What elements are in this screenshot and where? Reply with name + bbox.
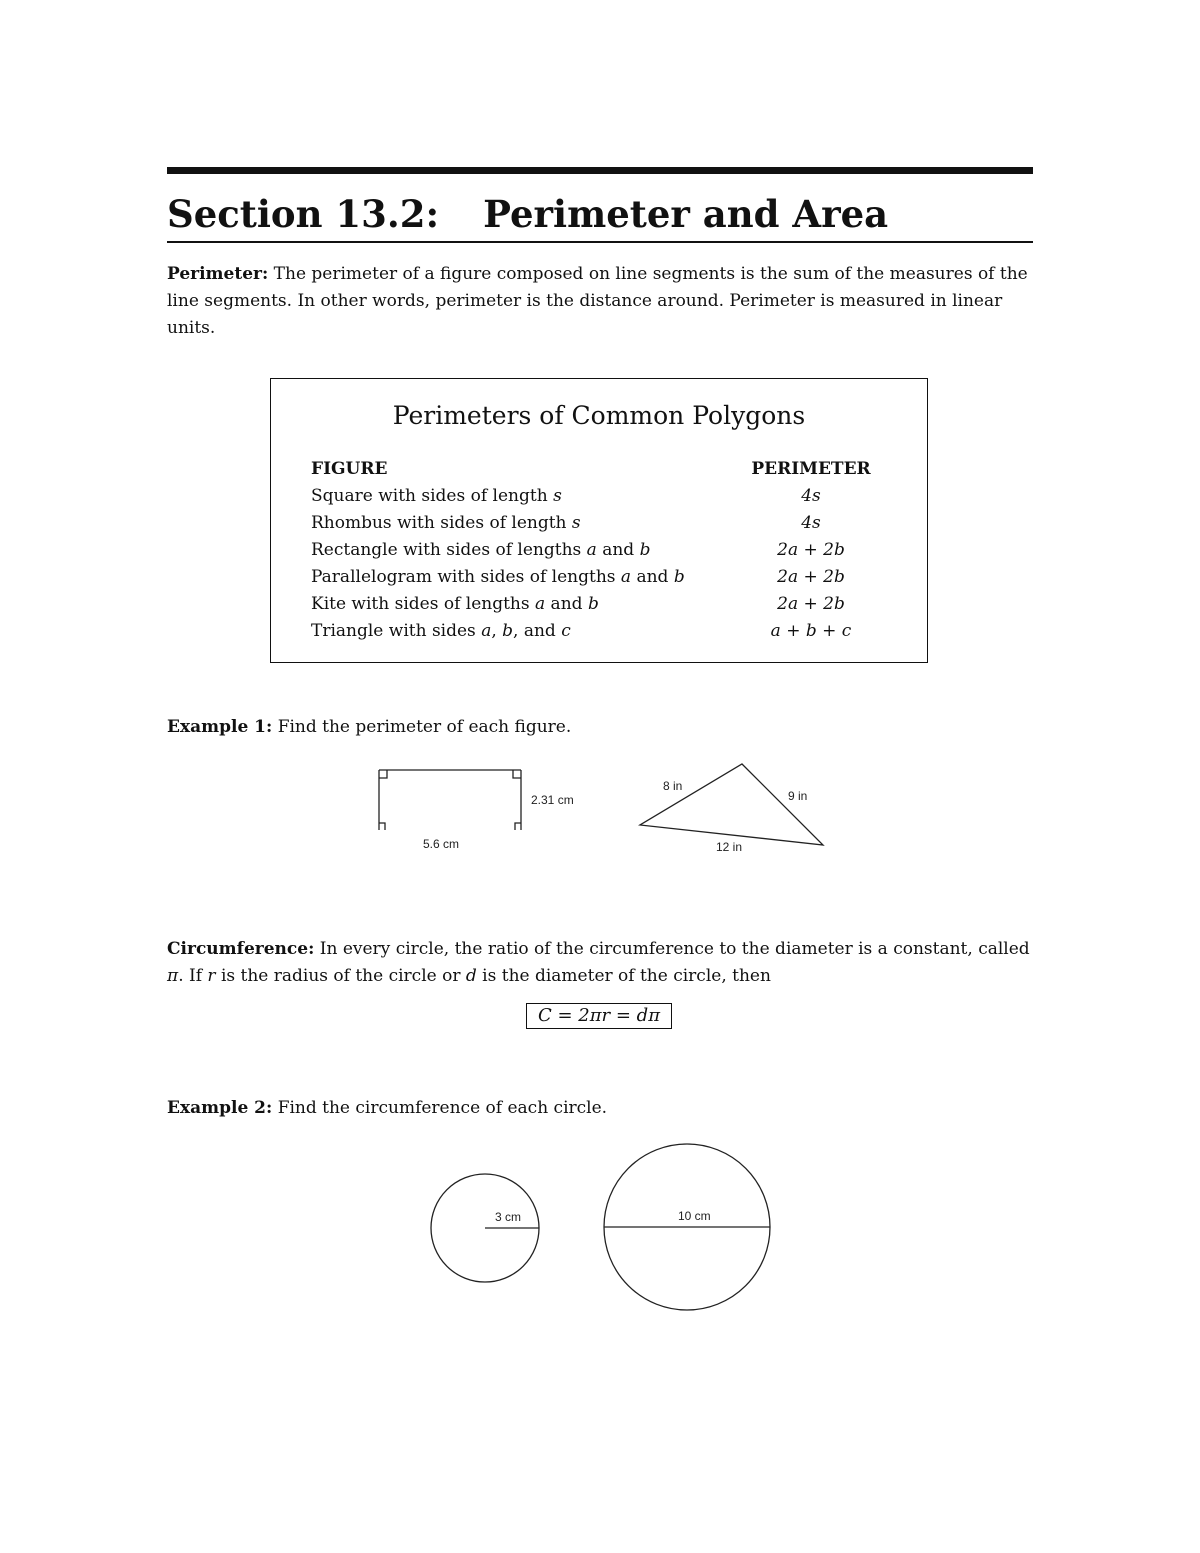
right-angle-mark xyxy=(379,823,385,830)
perimeter-cell: 2a + 2b xyxy=(777,593,845,614)
example2-prompt xyxy=(167,1095,1037,1122)
section-title: Perimeter and Area xyxy=(483,192,889,236)
right-angle-mark xyxy=(379,770,387,778)
header-perimeter: PERIMETER xyxy=(751,458,871,479)
example1-text: Find the perimeter of each figure. xyxy=(277,717,572,737)
perimeter-cell: 4s xyxy=(801,485,821,506)
circumference-definition: Circumference: In every circle, the ratio of the circumference to the diameter is a constant, called π. If r is the radius of the circle or d is the diameter of the circle, then xyxy=(167,939,1030,986)
figure-cell: Square with sides of length s xyxy=(311,485,562,506)
header-figure: FIGURE xyxy=(311,458,388,479)
perimeter-cell: 4s xyxy=(801,512,821,533)
perimeter-cell: 2a + 2b xyxy=(777,566,845,587)
triangle-side-a-label: 8 in xyxy=(663,779,683,793)
perimeter-cell: a + b + c xyxy=(770,620,852,641)
right-angle-mark xyxy=(515,823,521,830)
circumference-formula: C = 2πr = dπ xyxy=(526,1003,672,1029)
figure-cell: Triangle with sides a, b, and c xyxy=(311,620,571,641)
perimeter-cell: 2a + 2b xyxy=(777,539,845,560)
circle-small-label: 3 cm xyxy=(495,1210,522,1224)
rectangle-width-label: 5.6 cm xyxy=(423,837,460,851)
rectangle-figure xyxy=(379,770,521,830)
rectangle-height-label: 2.31 cm xyxy=(531,793,574,807)
perimeter-term: Perimeter: xyxy=(167,264,269,284)
example2-text: Find the circumference of each circle. xyxy=(277,1098,608,1118)
figure-cell: Rectangle with sides of lengths a and b xyxy=(311,539,651,560)
example1-label: Example 1: xyxy=(167,717,273,737)
triangle-figure xyxy=(640,764,823,845)
triangle-side-c-label: 12 in xyxy=(716,840,743,854)
right-angle-mark xyxy=(513,770,521,778)
section-number: Section 13.2: xyxy=(167,192,440,236)
example2-label: Example 2: xyxy=(167,1098,273,1118)
circle-large-label: 10 cm xyxy=(678,1209,711,1223)
figure-cell: Rhombus with sides of length s xyxy=(311,512,581,533)
perimeter-text: The perimeter of a figure composed on line segments is the sum of the measures of the line segments. In other words, perimeter is the distance around. Perimeter is measured in linear units. xyxy=(167,264,1028,338)
figure-cell: Parallelogram with sides of lengths a and b xyxy=(311,566,685,587)
circumference-term: Circumference: xyxy=(167,939,315,959)
triangle-side-b-label: 9 in xyxy=(788,789,808,803)
figure-cell: Kite with sides of lengths a and b xyxy=(311,593,599,614)
polygons-box-title: Perimeters of Common Polygons xyxy=(392,401,806,430)
